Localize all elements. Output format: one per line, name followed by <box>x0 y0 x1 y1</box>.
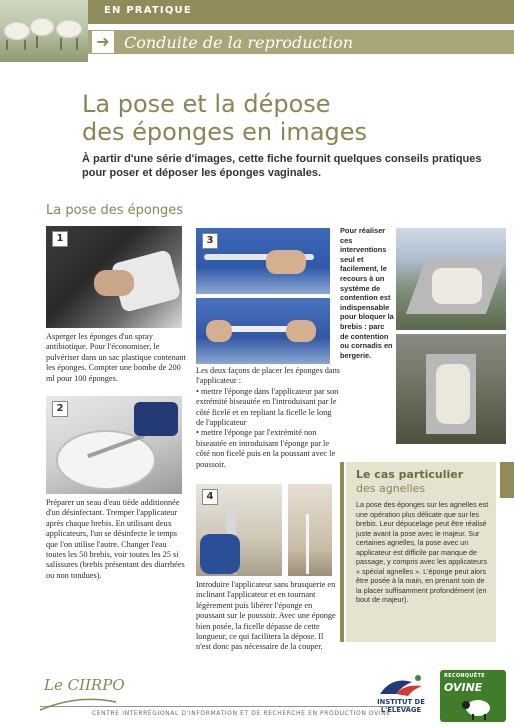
section-label: EN PRATIQUE <box>104 5 192 16</box>
intro-text: À partir d'une série d'images, cette fiche fournit quelques conseils pratiques pour poser et déposer les éponges vaginales. <box>82 153 482 179</box>
side-tab <box>500 462 514 498</box>
title-line-1: La pose et la dépose <box>82 90 331 118</box>
footer-org: CENTRE INTERRÉGIONAL D'INFORMATION ET DE RECHERCHE EN PRODUCTION OVINE <box>92 710 391 717</box>
side-note: Pour réaliser ces interventions seul et facilement, le recours à un système de contention est indispensable pour bloquer la brebis : parc de contention ou cornadis en bergerie. <box>340 226 394 360</box>
arrow-right-icon: ➜ <box>92 31 114 53</box>
step-3-photo-b <box>196 298 330 364</box>
sheep-icon <box>440 670 506 722</box>
institut-elevage-logo <box>372 672 430 722</box>
ovine-top: RECONQUÊTE <box>444 673 485 679</box>
title-line-2: des éponges en images <box>82 118 368 146</box>
contention-photo-a <box>396 228 506 330</box>
section-title: La pose des éponges <box>46 203 184 218</box>
step-1-number: 1 <box>52 231 68 247</box>
step-2-caption: Préparer un seau d'eau tiède additionnée d'un désinfectant. Tremper l'applicateur après chaque brebis. En utilisant deux applicateurs, l'un se désinfecte le temps que l'on utilise l'autre. Changer l'eau toutes les 50 brebis, voir toutes les 25 si salissures (brebis présentant des diarrhées ou non tondues). <box>46 498 185 580</box>
step-4-photo-b <box>288 484 332 576</box>
step-4-caption: Introduire l'applicateur sans brusquerie en inclinant l'applicateur et en tournant légèrement puis libérer l'éponge en poussant sur le poussoir. Avec une éponge bien posée, la ficelle dépasse de cette longueur, ce qui facilitera la dépose. Il n'est donc pas nécessaire de la couper. <box>196 580 336 652</box>
contention-photo-b <box>396 334 506 444</box>
step-3-caption-line: • mettre l'éponge dans l'applicateur par son extrémité biseautée en l'introduisant par le côté ficelé et en repliant la ficelle le long de l'applicateur <box>196 386 339 428</box>
ovine-main: OVINE <box>444 681 483 694</box>
special-text: La pose des éponges sur les agnelles est une opération plus délicate que sur les brebis. Leur dépucelage peut être réalisé juste avant la pose avec le majeur. Sur certaines agnelles, la pose avec un applicateur est difficile par manque de passage, y compris avec les applicateurs « spécial agnelles ». L'éponge peut alors être posée à la main, en prenant soin de la placer suffisamment profondément (en bout de majeur). <box>356 500 489 604</box>
step-3-caption <box>196 366 340 470</box>
institut-flag-icon <box>372 672 430 698</box>
page-title <box>82 90 502 146</box>
step-2-photo <box>46 396 182 494</box>
sheep-photo <box>0 0 88 62</box>
ciirpo-logo: Le CIIRPO <box>44 676 125 694</box>
step-3-photo-a <box>196 228 330 294</box>
reconquete-ovine-logo <box>440 670 506 722</box>
special-box-bar <box>340 462 344 642</box>
step-4-photo-a <box>196 484 282 576</box>
step-3-caption-line: Les deux façons de placer les éponges dans l'applicateur : <box>196 366 340 386</box>
step-4-number: 4 <box>202 489 218 505</box>
institut-label: INSTITUT DE L'ELEVAGE <box>377 698 425 714</box>
header-subtitle: Conduite de la reproduction <box>124 33 353 52</box>
step-1-caption: Asperger les éponges d'un spray antibiotique. Pour l'économiser, le pulvériser dans un sac plastique contenant les éponges. Compter une bombe de 200 ml pour 100 éponges. <box>46 332 186 383</box>
special-title: Le cas particulier <box>356 468 464 481</box>
step-3-caption-line: • mettre l'éponge par l'extrémité non biseautée en introduisant l'éponge par le côté non ficelé puis en la poussant avec le poussoir. <box>196 428 336 469</box>
step-3-number: 3 <box>202 233 218 249</box>
special-subtitle: des agnelles <box>356 482 426 495</box>
step-2-number: 2 <box>52 401 68 417</box>
step-1-photo <box>46 226 182 328</box>
